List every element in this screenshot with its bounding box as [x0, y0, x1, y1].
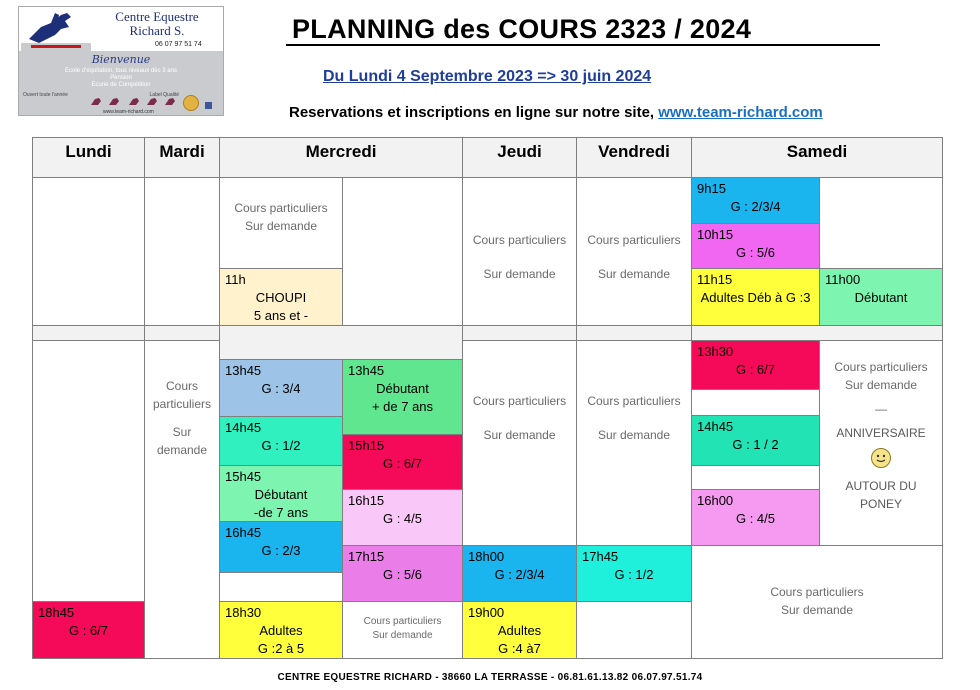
smiley-icon	[871, 448, 891, 468]
slot-label: G : 4/5	[382, 511, 423, 526]
footer-contact: CENTRE EQUESTRE RICHARD - 38660 LA TERRASSE - 06.81.61.13.82 06.07.97.51.74	[277, 672, 703, 683]
logo-description	[23, 68, 219, 89]
logo-welcome: Bienvenue	[91, 53, 151, 66]
sd-label: Sur demande	[597, 267, 671, 281]
slot-time: 16h00	[697, 493, 734, 508]
sd-label: Sur demande	[780, 603, 854, 617]
sd-label: Sur demande	[483, 428, 556, 442]
course-slot[interactable]	[462, 545, 577, 602]
title-underline	[286, 44, 880, 46]
logo-tag-label: Label Qualité	[149, 92, 179, 98]
slot-sublabel: 5 ans et -	[253, 308, 309, 323]
slot-time: 9h15	[697, 181, 726, 196]
logo-website: www.team-richard.com	[103, 109, 154, 115]
midday-separator	[32, 325, 145, 341]
course-slot[interactable]	[219, 359, 343, 417]
empty-slot	[691, 389, 820, 416]
anniversaire-line2: AUTOUR DU	[845, 479, 917, 493]
course-slot[interactable]	[219, 601, 343, 659]
anniversaire-label: ANNIVERSAIRE	[836, 426, 926, 440]
empty-slot	[576, 601, 692, 659]
mercredi-evening-cp	[342, 601, 463, 659]
midday-separator	[144, 325, 220, 341]
slot-label: G : 1/2	[614, 567, 654, 582]
slot-time: 18h45	[38, 605, 75, 620]
sd-label: demande	[156, 443, 208, 457]
sd-label: Sur demande	[483, 267, 556, 281]
slot-label: Adultes	[259, 623, 303, 638]
date-range: Du Lundi 4 Septembre 2023 => 30 juin 2024	[323, 68, 652, 85]
midday-separator	[576, 325, 692, 341]
samedi-morning-right	[819, 177, 943, 269]
course-slot[interactable]	[342, 434, 463, 490]
midday-separator	[219, 325, 463, 360]
slot-label: Débutant	[376, 381, 429, 396]
slot-label: G : 3/4	[261, 381, 301, 396]
slot-label: Adultes	[497, 623, 542, 638]
slot-label: G : 5/6	[382, 567, 423, 582]
slot-time: 15h15	[348, 438, 385, 453]
slot-label: G : 6/7	[68, 623, 109, 638]
empty-slot	[691, 465, 820, 490]
slot-time: 13h45	[225, 363, 262, 378]
cp-label: Cours particuliers	[363, 616, 442, 627]
separator-dash: —	[875, 402, 887, 416]
slot-time: 14h45	[697, 419, 734, 434]
cp-label: particuliers	[152, 397, 212, 411]
logo-name-line2: Richard S.	[129, 23, 185, 38]
lundi-morning	[32, 177, 145, 326]
course-slot[interactable]	[691, 340, 820, 390]
slot-label: G : 5/6	[735, 245, 776, 260]
vendredi-morning-cp	[576, 177, 692, 326]
logo	[18, 6, 224, 116]
course-slot[interactable]	[691, 489, 820, 546]
jeudi-morning-cp	[462, 177, 577, 326]
logo-desc-line1: Ecole d'équitation, tous niveaux dès 3 ans	[65, 68, 177, 74]
day-header-vendredi: Vendredi	[576, 137, 692, 178]
sd-label: Sur	[172, 425, 192, 439]
slot-time: 13h45	[348, 363, 385, 378]
cp-label: Cours particuliers	[770, 585, 864, 599]
course-slot[interactable]	[219, 465, 343, 522]
reservation-line	[289, 104, 823, 121]
course-slot[interactable]	[691, 177, 820, 224]
course-slot[interactable]	[691, 415, 820, 466]
slot-label: G : 2/3	[261, 543, 301, 558]
slot-label: Débutant	[854, 290, 908, 305]
midday-separator	[462, 325, 577, 341]
course-slot[interactable]	[576, 545, 692, 602]
day-header-samedi: Samedi	[691, 137, 943, 178]
anniversaire-line3: PONEY	[859, 497, 902, 511]
course-slot[interactable]	[342, 359, 463, 435]
course-slot[interactable]	[462, 601, 577, 659]
cp-label: Cours particuliers	[472, 394, 567, 408]
day-header-mardi: Mardi	[144, 137, 220, 178]
slot-time: 14h45	[225, 420, 262, 435]
samedi-evening-cp	[691, 545, 943, 659]
course-slot[interactable]	[819, 268, 943, 326]
slot-time: 16h45	[225, 525, 262, 540]
empty-slot	[219, 572, 343, 602]
slot-time: 19h00	[468, 605, 505, 620]
slot-label: G : 4/5	[735, 511, 776, 526]
logo-name	[93, 10, 221, 38]
slot-label: G : 1 / 2	[732, 437, 779, 452]
slot-time: 13h30	[697, 344, 734, 359]
logo-desc-line3: Ecurie de Compétition	[91, 82, 151, 88]
lundi-afternoon	[32, 340, 145, 602]
sd-label: Sur demande	[372, 630, 433, 641]
website-link[interactable]: www.team-richard.com	[658, 104, 823, 121]
slot-time: 16h15	[348, 493, 385, 508]
slot-time: 18h00	[468, 549, 505, 564]
facebook-icon	[205, 102, 212, 109]
logo-tag-open: Ouvert toute l'année	[23, 92, 68, 98]
mardi-morning	[144, 177, 220, 326]
logo-name-line1: Centre Equestre	[115, 9, 199, 24]
day-header-jeudi: Jeudi	[462, 137, 577, 178]
logo-phone: 06 07 97 51 74	[155, 41, 202, 48]
slot-time: 11h	[225, 272, 246, 287]
course-slot[interactable]	[691, 268, 820, 326]
slot-time: 10h15	[697, 227, 734, 242]
course-slot[interactable]	[691, 223, 820, 269]
slot-sublabel: G :4 à7	[498, 641, 541, 656]
slot-label: Adultes Déb à G :3	[700, 290, 811, 305]
cp-label: Cours particuliers	[587, 394, 681, 408]
slot-label: G : 2/3/4	[730, 199, 781, 214]
mardi-afternoon-cp	[144, 340, 220, 659]
slot-sublabel: -de 7 ans	[253, 505, 309, 520]
slot-time: 11h15	[697, 272, 733, 287]
slot-label: G : 6/7	[735, 362, 776, 377]
course-slot[interactable]	[342, 489, 463, 546]
cp-label: Cours particuliers	[472, 233, 567, 247]
slot-time: 15h45	[225, 469, 262, 484]
slot-time: 17h45	[582, 549, 619, 564]
sd-label: Sur demande	[844, 378, 918, 392]
slot-time: 17h15	[348, 549, 385, 564]
vendredi-afternoon-cp	[576, 340, 692, 546]
slot-sublabel: + de 7 ans	[371, 399, 434, 414]
anniversaire-cell	[819, 340, 943, 546]
course-slot[interactable]	[32, 601, 145, 659]
slot-label: G : 1/2	[261, 438, 301, 453]
slot-label: G : 2/3/4	[494, 567, 545, 582]
jeudi-afternoon-cp	[462, 340, 577, 546]
cp-label: Cours	[165, 379, 198, 393]
quality-badge-icon	[183, 95, 199, 111]
course-slot[interactable]	[219, 268, 343, 326]
slot-time: 11h00	[825, 272, 861, 287]
slot-label: CHOUPI	[255, 290, 307, 305]
slot-label: Débutant	[254, 487, 308, 502]
cp-label: Cours particuliers	[587, 233, 681, 247]
horses-silhouette-icon	[89, 96, 179, 106]
reservation-text: Reservations et inscriptions en ligne sur notre site,	[289, 104, 659, 121]
day-header-mercredi: Mercredi	[219, 137, 463, 178]
day-header-lundi: Lundi	[32, 137, 145, 178]
sd-label: Sur demande	[597, 428, 671, 442]
slot-sublabel: G :2 à 5	[257, 641, 305, 656]
midday-separator	[691, 325, 943, 341]
course-slot[interactable]	[219, 521, 343, 573]
sd-label: Sur demande	[244, 219, 318, 233]
cp-label: Cours particuliers	[234, 201, 328, 215]
course-slot[interactable]	[219, 416, 343, 466]
mercredi-morning-cp	[219, 177, 343, 269]
logo-desc-line2: Pension	[110, 75, 132, 81]
course-slot[interactable]	[342, 545, 463, 602]
page-title: PLANNING des COURS 2323 / 2024	[292, 14, 752, 44]
slot-time: 18h30	[225, 605, 262, 620]
horse-jumping-logo-icon	[21, 9, 91, 51]
slot-label: G : 6/7	[382, 456, 423, 471]
mercredi-morning-right	[342, 177, 463, 326]
cp-label: Cours particuliers	[834, 360, 928, 374]
